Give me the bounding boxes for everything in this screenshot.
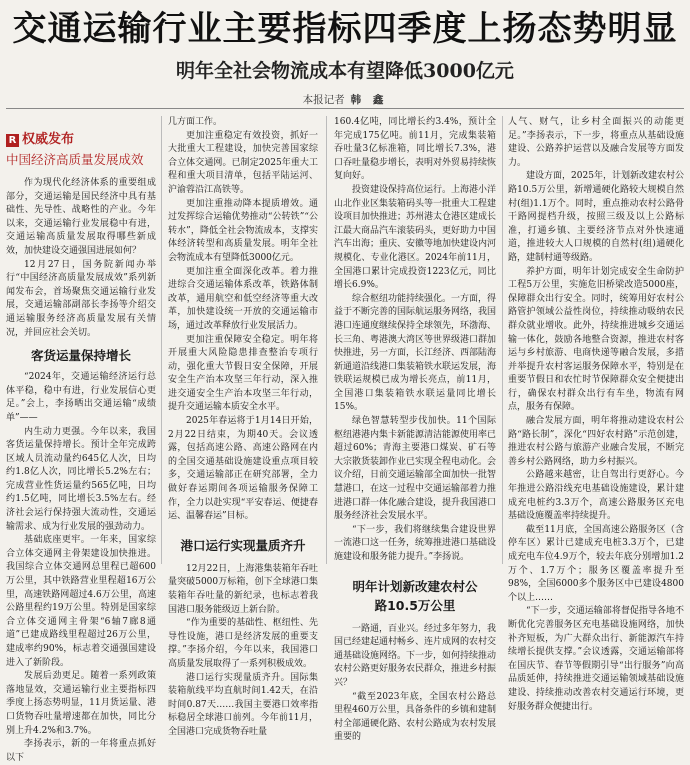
paragraph: 基础底座更牢。一年来，国家综合立体交通网主骨架建设加快推进。我国综合立体交通网总里程已超600万公里，其中铁路营业里程超16万公里，高速铁路网超过4.6万公里，高速公路里程约19万公里。特别是国家综合立体交通网主骨架“6轴7廊8通道”已建成路线里程超过26万公里，建成率约90%，标志着交通强国建设进入了新阶段。: [6, 535, 156, 668]
section-label: [6, 132, 156, 169]
paragraph: “下一步，我们将继续集合建设世界一流港口这一任务，统筹推进港口基础设施建设和服务能力提升。”李扬说。: [334, 524, 497, 562]
paragraph: 160.4亿吨，同比增长约3.4%，预计全年完成175亿吨。前11月，完成集装箱吞吐量3亿标准箱，同比增长7.3%，港口吞吐量稳步增长，表明对外贸易持续恢复向好。: [334, 117, 497, 182]
paragraph: 作为现代化经济体系的重要组成部分，交通运输是国民经济中具有基础性、先导性、战略性的产业。今年以来，交通运输行业发展稳中有进，交通运输高质量发展取得哪些新成效，加快建设交通强国进展如何？: [6, 178, 156, 256]
header-rule: [6, 108, 684, 109]
paragraph: 绿色智慧转型步伐加快。11个国际枢纽港港内集卡新能源清洁能源使用率已超过60%；青海主要港口煤炭、矿石等大宗散货装卸作业已实现全程电动化。会议介绍，日前交通运输部全面加快一批智慧港口，在这一过程中交通运输部着力推进港口群一体化融合建设，提升我国港口服务经济社会发展水平。: [334, 416, 497, 522]
paragraph: 人气、财气，让乡村全面振兴的动能更足。”李扬表示，下一步，将重点从基础设施建设、公路养护运营以及融合发展等方面发力。: [508, 117, 684, 168]
paragraph: 融合发展方面，明年将推动建设农村公路“路长制”，深化“四好农村路”示范创建，推进农村公路与旅游产业融合发展，不断完善乡村公路网络，助力乡村振兴。: [508, 416, 684, 467]
paragraph: 截至11月底，全国高速公路服务区（含停车区）累计已建成充电桩3.3万个，已建成充电车位4.9万个，较去年底分别增加1.2万个、1.7万个；服务区覆盖率提升至98%，全国6000多个服务区中已建设4800个以上……: [508, 524, 684, 603]
paragraph: 综合枢纽功能持续强化。一方面，得益于不断完善的国际航运服务网络，我国港口连通度继续保持全球领先，环渤海、长三角、粤港澳大湾区等世界级港口群加快推进，另一方面，长江经济、西部陆海新通道沿线港口集装箱铁水联运发展，海铁联运规模已成为增长亮点，前11月，全国港口集装箱铁水联运量同比增长15%。: [334, 293, 497, 413]
paragraph: 更加注重稳定有效投资，抓好一大批重大工程建设，加快完善国家综合立体交通网。已制定2025年重大工程和重大项目清单，包括平陆运河、沪渝蓉沿江高铁等。: [168, 130, 318, 195]
headline: 交通运输行业主要指标四季度上扬态势明显: [12, 9, 678, 49]
paragraph: 内生动力更强。今年以来，我国客货运量保持增长。预计全年完成跨区域人员流动量约645亿人次，日均约1.8亿人次，同比增长5.2%左右；完成营业性货运量约565亿吨，日均约1.5亿吨，同比增长3.5%左右。经济社会运行保持强大流动性，交通运输需求、成为行业发展的强劲动力。: [6, 426, 156, 532]
column-divider: [161, 116, 162, 564]
section-title: 中国经济高质量发展成效: [6, 152, 144, 167]
paragraph: 李扬表示，新的一年将重点抓好以下: [6, 739, 156, 763]
paragraph: “下一步，交通运输部将督促指导各地不断优化完善服务区充电基础设施网络，加快补齐短板，为广大群众出行、新能源汽车持续增长提供支撑。”会议透露，交通运输部将在国庆节、春节等假期引导“出行服务”向高品质延伸，持续推进交通运输领域基础设施建设、持续推动改善农村交通运行环境，更好服务群众便捷出行。: [508, 606, 684, 712]
subheading-rural-roads: 明年计划新改建农村公路10.5万公里: [352, 578, 478, 613]
subheading-port-operation: 港口运行实现量质齐升: [180, 537, 306, 553]
paragraph: 发展后劲更足。随着一系列政策落地显效，交通运输行业主要指标四季度上扬态势明显，11月货运量、港口货物吞吐量增速都在加快，同比分别上升4.2%和3.7%。: [6, 671, 156, 736]
article-column-3: [334, 116, 497, 743]
article-column-2: [168, 116, 318, 737]
paragraph: “作为重要的基础性、枢纽性、先导性设施，港口是经济发展的重要支撑。”李扬介绍，今年以来，我国港口高质量发展取得了一系列积极成效。: [168, 618, 318, 669]
section-tag: 权威发布: [22, 132, 75, 147]
column-divider: [502, 116, 503, 564]
paragraph: 几方面工作。: [168, 117, 223, 127]
paragraph: 港口运行实现量质齐升。国际集装箱航线平均直航时间1.42天，在沿时间0.87天……我国主要港口效率指标稳居全球港口前列。今年前11月，全国港口完成货物吞吐量: [168, 672, 318, 737]
article-column-4: [508, 116, 684, 712]
paragraph: “截至2023年底，全国农村公路总里程460万公里，具备条件的乡镇和建制村全部通硬化路、农村公路成为农村发展重要的: [334, 691, 497, 743]
paragraph: 养护方面，明年计划完成安全生命防护工程5万公里，实施危旧桥梁改造5000座，保障群众出行安全。同时，统筹用好农村公路管护领域公益性岗位，持续推动吸纳农民群众就业增收。此外，持续推进城乡交通运输一体化，鼓励各地整合资源，推进农村客运与乡村旅游、电商快递等融合发展，多措并举提升农村客运服务保障水平，特别是在重要节假日和农忙时节保障群众安全便捷出行，确保农村群众出行有车坐，物流有网点，服务有保障。: [508, 266, 684, 413]
section-badge-icon: R: [6, 134, 19, 147]
paragraph: 更加注重全面深化改革。着力推进综合交通运输体系改革，铁路体制改革，通用航空和低空经济等重大改革，加快建设统一开放的交通运输市场，通过改革释放行业发展活力。: [168, 266, 318, 331]
paragraph: 公路越来越密，让自驾出行更舒心。今年推进公路沿线充电基础设施建设，累计建成充电桩约3.3万个，高速公路服务区充电基础设施覆盖率持续提升。: [508, 470, 684, 522]
paragraph: 投资建设保持高位运行。上海港小洋山北作业区集装箱码头等一批重大工程建设项目加快推进；苏州港太仓港区建成长江最大商品汽车滚装码头，更好助力中国汽车出海；重庆、安徽等地加快建设内河规模化、专业化港区。2024年前11月，全国港口累计完成投资1223亿元，同比增长6.9%。: [334, 184, 497, 291]
byline: [0, 92, 690, 107]
paragraph: 12月27日，国务院新闻办举行“中国经济高质量发展成效”系列新闻发布会，首场聚焦交通运输行业发展，交通运输部副部长李扬等介绍交通运输服务经济高质量发展有关情况，并回应社会关切。: [6, 259, 156, 338]
paragraph: 12月22日，上海港集装箱年吞吐量突破5000万标箱，创下全球港口集装箱年吞吐量的新纪录，也标志着我国港口服务能级迈上新台阶。: [168, 563, 318, 615]
paragraph: 更加注重推动降本提质增效。通过发挥综合运输优势推动“公转铁”“公转水”，降低全社会物流成本，支撑实体经济转型和高质量发展。明年全社会物流成本有望降低3000亿元。: [168, 198, 318, 263]
article-column-1: [6, 116, 156, 763]
byline-name: 韩 鑫: [350, 94, 388, 106]
paragraph: 2025年春运将于1月14日开始，2月22日结束，为期40天。会议透露，包括高速公路、高速公路网在内的全国交通基础设施建设重点项目较多，交通运输部正在研究部署，全力做好春运期间各项运输服务保障工作，全力以赴实现“平安春运、便捷春运、温馨春运”目标。: [168, 416, 318, 522]
subheadline: 明年全社会物流成本有望降低3000亿元: [176, 60, 514, 82]
paragraph: 建设方面，2025年，计划新改建农村公路10.5万公里，新增通硬化路较大规模自然村(组)1.1万个。同时，重点推动农村公路骨干路网提档升级，按照三级及以上公路标准，打通乡镇、主要经济节点对外快速通道，推进较大人口规模的自然村(组)通硬化路，建制村通等级路。: [508, 171, 684, 263]
column-divider: [326, 116, 327, 564]
paragraph: 更加注重保障安全稳定。明年将开展重大风险隐患排查整治专项行动，强化重大节假日安全保障，开展安全生产治本攻坚三年行动，深入推进交通安全生产治本攻坚三年行动，提升交通运输本质安全水平。: [168, 334, 318, 413]
subheading-passenger-freight: 客货运量保持增长: [30, 348, 131, 364]
byline-label: 本报记者: [302, 94, 345, 106]
paragraph: “2024年，交通运输经济运行总体平稳，稳中有进，行业发展信心更足。”会上，李扬晒出交通运输“成绩单”——: [6, 372, 156, 423]
paragraph: 一路通，百业兴。经过多年努力，我国已经建起通村畅乡、连片成网的农村交通基础设施网络。下一步，如何持续推动农村公路更好服务农民群众，推进乡村振兴？: [334, 623, 497, 688]
